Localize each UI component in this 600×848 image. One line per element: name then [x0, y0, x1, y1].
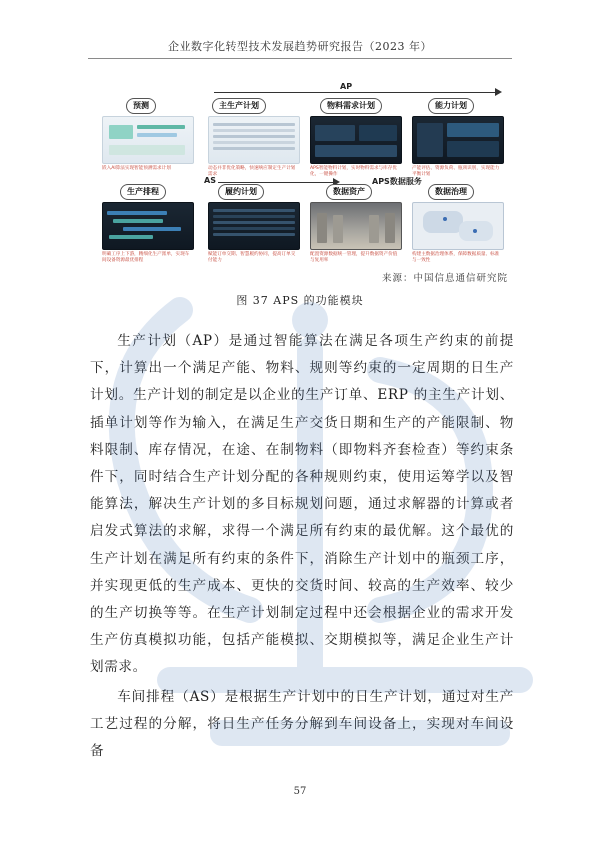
- module-title: 能力计划: [428, 98, 474, 114]
- module-title: 主生产计划: [212, 98, 266, 114]
- figure-source: 来源：中国信息通信研究院: [381, 273, 508, 284]
- as-band-arrow: [218, 182, 338, 183]
- module-caption: APS智能物料计划，实时物料需求与库存优化，一键操作: [310, 166, 397, 177]
- module-screenshot: [208, 116, 300, 164]
- page-header: 企业数字化转型技术发展趋势研究报告（2023 年）: [168, 40, 432, 53]
- module-title: 数据治理: [428, 184, 474, 200]
- module-title: 数据资产: [326, 184, 372, 200]
- paragraph-workshop-scheduling: 车间排程（AS）是根据生产计划中的日生产计划，通过对生产工艺过程的分解，将日生产任务分解到车间设备上，实现对车间设备: [90, 688, 514, 760]
- module-screenshot: [412, 202, 504, 250]
- paragraph-production-planning: 生产计划（AP）是通过智能算法在满足各项生产约束的前提下，计算出一个满足产能、物料、规则等约束的一定周期的日生产计划。生产计划的制定是以企业的生产订单、ERP 的主生产计划、插单计划等作为输入，在满足生产交货日期和生产的产能限制、物料限制、库存情况，在途、在制物料（即物料齐套检查）等约束条件下，同时结合生产计划分配的各种规则约束，使用运筹学以及智能算法，解决生产计划的多目标规划问题，通过求解器的计算或者启发式算法的求解，求得一个满足所有约束的最优解。这个最优的生产计划在满足所有约束的条件下，消除生产计划中的瓶颈工序，并实现更低的生产成本、更快的交货时间、较高的生产效率、较少的生产切换等等。在生产计划制定过程中还会根据企业的需求开发生产仿真模拟功能，包括产能模拟、交期模拟等，满足企业生产计划需求。: [90, 333, 514, 676]
- aps-figure: [96, 84, 508, 268]
- module-caption: 配置资源数据统一管理，提升数据资产价值与复用率: [310, 252, 398, 263]
- ap-band-arrow: [214, 92, 500, 93]
- page-number: 57: [293, 786, 307, 797]
- module-screenshot: [310, 116, 402, 164]
- module-data-governance: [412, 184, 502, 270]
- module-caption: 明确工序上下游，精细化生产派单，实现车间设备资源最优排程: [102, 252, 190, 263]
- module-title: 生产排程: [120, 184, 166, 200]
- module-data-assets: [310, 184, 400, 270]
- module-caption: 构建主数据治理体系，保障数据质量、标准与一致性: [412, 252, 500, 263]
- as-band-label: AS: [204, 176, 216, 185]
- aps-service-label: APS数据服务: [372, 177, 422, 186]
- module-fulfillment-plan: [208, 184, 298, 270]
- module-caption: 产能评估、资源负荷、瓶颈识别，实现能力平衡计划: [412, 166, 500, 177]
- module-caption: 嵌入AI算法实现智能预测需求计划: [102, 166, 171, 171]
- module-caption: 赋能订单交期、智慧履约协同，提高订单交付能力: [208, 252, 296, 263]
- module-screenshot: [310, 202, 402, 250]
- ap-band-label: AP: [340, 82, 353, 91]
- module-screenshot: [208, 202, 300, 250]
- figure-caption: 图 37 APS 的功能模块: [236, 294, 364, 307]
- module-title: 履约计划: [218, 184, 264, 200]
- module-screenshot: [102, 116, 194, 164]
- module-capacity-plan: [412, 98, 502, 184]
- module-title: 物料需求计划: [320, 98, 382, 114]
- module-screenshot: [102, 202, 194, 250]
- module-forecast: [102, 98, 192, 184]
- module-material-requirement-plan: [310, 98, 400, 184]
- header-divider: [88, 58, 512, 59]
- module-caption: 动态并非优化策略，快速响应制定生产计划需求: [208, 166, 296, 177]
- body-text: [90, 328, 514, 765]
- module-title: 预测: [126, 98, 156, 114]
- module-production-scheduling: [102, 184, 192, 270]
- module-master-production-plan: [208, 98, 298, 184]
- module-screenshot: [412, 116, 504, 164]
